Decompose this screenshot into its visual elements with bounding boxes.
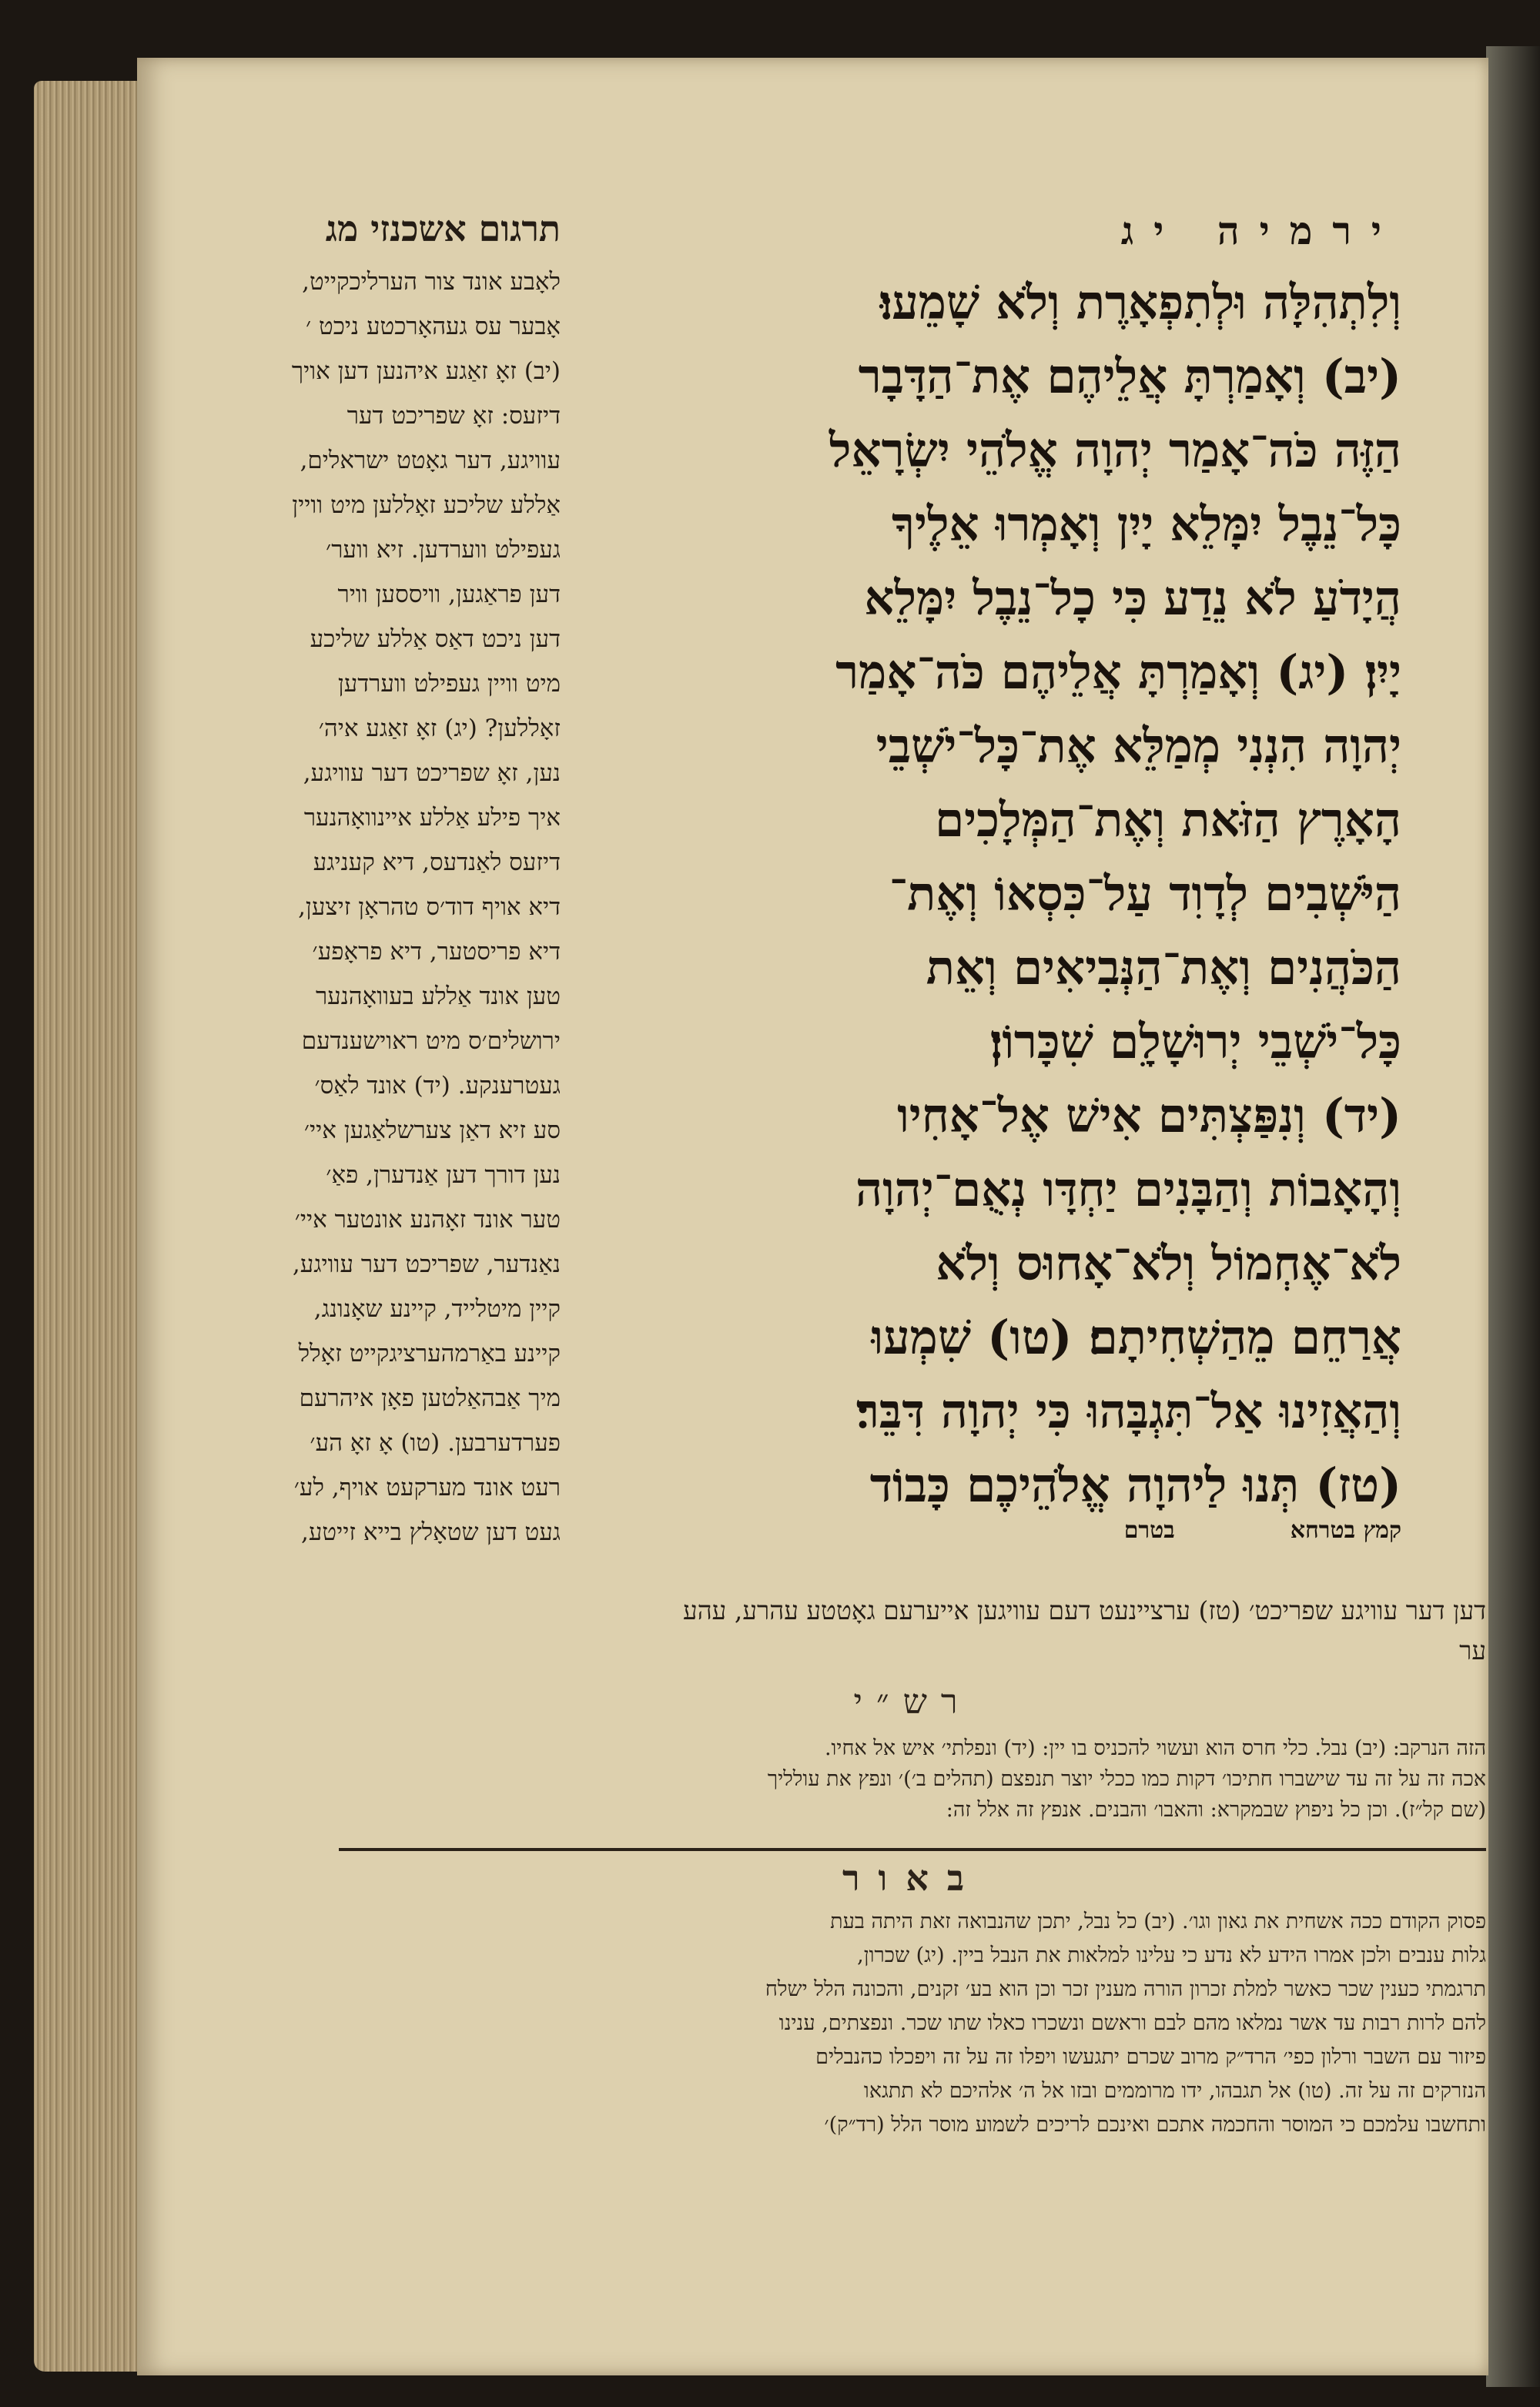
rashi-line: הזה הנרקב: (יב) נבל. כלי חרס הוא ועשוי להכניס בו יין: (יד) ונפלתי׳ איש אל אחיו. bbox=[824, 1736, 1486, 1760]
bible-line: יָיִן׃ (יג) וְאָמַרְתָּ אֲלֵיהֶם כֹּה־אָמַר bbox=[835, 645, 1401, 700]
biur-line: הנזרקים זה על זה. (טו) אל תגבהו, ידו מרוממים ובזו אל ה׳ אלהיכם לא תתגאו bbox=[863, 2079, 1486, 2103]
rashi-header: רש״י bbox=[853, 1682, 972, 1722]
biur-line: תרגמתי כענין שכר כאשר למלת זכרון הורה מענין זכר וכן הוא בע׳ זקנים, והכונה הלל ישלח bbox=[765, 1977, 1486, 2001]
targum-line: מיך אַבהאַלטען פאָן איהרעם bbox=[299, 1384, 561, 1412]
bible-line: וְהַאֲזִינוּ אַל־תִּגְבָּהוּ כִּי יְהוָה דִּבֵּר׃ bbox=[855, 1384, 1401, 1439]
biur-header: באור bbox=[842, 1857, 983, 1899]
targum-line: קיין מיטלייד, קיינע שאָנונג, bbox=[313, 1295, 561, 1323]
targum-line: דיא אויף דוד׳ס טהראָן זיצען, bbox=[298, 893, 561, 921]
bible-line: לֹא־אֶחְמוֹל וְלֹא־אָחוּס וְלֹא bbox=[936, 1237, 1401, 1291]
targum-line: טער אונד זאָהנע אונטער איי׳ bbox=[294, 1206, 561, 1234]
bible-line: הֲיָדֹעַ לֹא נֵדַע כִּי כָל־נֵבֶל יִמָּלֵא bbox=[864, 571, 1401, 626]
targum-continuation-line: ער bbox=[1459, 1635, 1486, 1665]
targum-line: געטרענקע. (יד) אונד לאַס׳ bbox=[314, 1072, 561, 1100]
book-spine-edge bbox=[1486, 46, 1540, 2387]
targum-line: נען, זאָ שפריכט דער עוויגע, bbox=[303, 759, 561, 787]
biur-line: ותחשבו עלמכם כי המוסר והחכמה אתכם ואינכם לריכים לשמוע מוסר הלל (רד״ק)׳ bbox=[824, 2113, 1486, 2137]
targum-line: (יב) זאָ זאַגע איהנען דען אויך bbox=[291, 357, 561, 385]
bible-line: כָּל־נֵבֶל יִמָּלֵא יָיִן וְאָמְרוּ אֵלֶיךָ bbox=[892, 497, 1401, 552]
targum-line: דיזעס: זאָ שפריכט דער bbox=[346, 402, 561, 430]
targum-line: עוויגע, דער גאָטט ישראלים, bbox=[300, 447, 561, 474]
rashi-line: אכה זה על זה עד שישברו חתיכו׳ דקות כמו ככלי יוצר תנפצם (תהלים ב׳)׳ ונפץ את עולליך bbox=[767, 1767, 1486, 1791]
targum-line: טען אונד אַללע בעוואָהנער bbox=[315, 983, 561, 1010]
biur-line: פיזור עם השבר ורלון כפי׳ הרד״ק מרוב שכרם יתגעשו ויפלו זה על זה ויפכלו כהנבלים bbox=[815, 2045, 1486, 2069]
bible-line: אֲרַחֵם מֵהַשְׁחִיתָם׃ (טו) שִׁמְעוּ bbox=[871, 1311, 1401, 1365]
targum-line: געפילט ווערדען. זיא ווער׳ bbox=[326, 536, 561, 564]
targum-line: לאָבע אונד צור הערליכקייט, bbox=[302, 268, 561, 296]
biur-line: גלות ענבים ולכן אמרו הידע לא נדע כי עלינו למלאות את הנבל ביין. (יג) שכרון, bbox=[857, 1943, 1486, 1967]
bible-column bbox=[739, 208, 1401, 1563]
bible-line: (יב) וְאָמַרְתָּ אֲלֵיהֶם אֶת־הַדָּבָר bbox=[858, 350, 1401, 404]
targum-line: נען דורך דען אַנדערן, פאַ׳ bbox=[326, 1161, 561, 1189]
targum-line: קיינע באַרמהערציגקייט זאָלל bbox=[298, 1340, 561, 1368]
bible-line: (טז) תְּנוּ לַיהוָה אֱלֹהֵיכֶם כָּבוֹד bbox=[869, 1458, 1401, 1513]
bible-line: וְלִתְהִלָּה וּלְתִפְאָרֶת וְלֹא שָׁמֵעוּ׃ bbox=[879, 276, 1401, 330]
targum-line: רעט אונד מערקעט אויף, לע׳ bbox=[293, 1474, 561, 1501]
section-divider bbox=[339, 1848, 1486, 1851]
bible-line: הַכֹּהֲנִים וְאֶת־הַנְּבִיאִים וְאֵת bbox=[926, 941, 1401, 996]
bible-line: (יד) וְנִפַּצְתִּים אִישׁ אֶל־אָחִיו bbox=[897, 1089, 1401, 1143]
targum-line: ירושלים׳ס מיט ראוישענדעם bbox=[301, 1027, 561, 1055]
targum-line: אָבער עס געהאָרכטע ניכט ׳ bbox=[305, 313, 561, 340]
targum-line: דען ניכט דאַס אַללע שליכע bbox=[310, 625, 561, 653]
targum-line: דיזעס לאַנדעס, דיא קעניגע bbox=[313, 849, 561, 876]
targum-line: סע זיא דאַן צערשלאַגען איי׳ bbox=[303, 1116, 561, 1144]
rashi-line: (שם קל״ז). וכן כל ניפוץ שבמקרא: והאבו׳ והבנים. אנפץ זה אלל זה: bbox=[946, 1798, 1486, 1822]
bible-line: כָּל־יֹשְׁבֵי יְרוּשָׁלָ͏ִם שִׁכָּרוֹן׃ bbox=[989, 1015, 1401, 1070]
targum-line: נאַנדער, שפריכט דער עוויגע, bbox=[292, 1250, 561, 1278]
book-page-edges bbox=[34, 81, 149, 2372]
masoretic-note bbox=[739, 1517, 1401, 1544]
bible-line: וְהָאָבוֹת וְהַבָּנִים יַחְדָּו נְאֻם־יְהוָה bbox=[855, 1163, 1401, 1217]
bible-line: יְהוָה הִנְנִי מְמַלֵּא אֶת־כָּל־יֹשְׁבֵי bbox=[875, 719, 1401, 774]
biur-line: פסוק הקודם ככה אשחית את גאון וגו׳. (יב) כל נבל, יתכן שהנבואה זאת היתה בעת bbox=[830, 1910, 1486, 1933]
targum-line: מיט וויין געפילט ווערדען bbox=[337, 670, 561, 698]
targum-column bbox=[199, 208, 561, 1591]
bible-line: הַיֹּשְׁבִים לְדָוִד עַל־כִּסְאוֹ וְאֶת־ bbox=[889, 867, 1401, 922]
bible-line: הָאָרֶץ הַזֹּאת וְאֶת־הַמְּלָכִים bbox=[935, 793, 1401, 848]
targum-line: פערדערבען. (טו) אָ זאָ הע׳ bbox=[310, 1429, 561, 1457]
targum-line: דיא פריסטער, דיא פראָפע׳ bbox=[312, 938, 561, 966]
targum-line: אַללע שליכע זאָללען מיט וויין bbox=[292, 491, 561, 519]
targum-line: איך פילע אַללע איינוואָהנער bbox=[303, 804, 561, 832]
targum-continuation-line: דען דער עוויגע שפריכט׳ (טז) ערציינעט דעם עוויגען אייערעם גאָטטע עהרע, עהע bbox=[683, 1595, 1486, 1625]
targum-line: זאָללען? (יג) זאָ זאַגע איה׳ bbox=[318, 715, 561, 742]
targum-header: תרגום אשכנזי מג bbox=[325, 208, 561, 249]
targum-line: געט דען שטאָלץ בייא זייטע, bbox=[300, 1518, 561, 1546]
masoretic-note-1: קמץ בטרחא bbox=[1290, 1517, 1401, 1544]
biur-line: להם לרות רבות עד אשר נמלאו מהם לבם וראשם ונשכרו כאלו שתו שכר. ונפצתים, ענינו bbox=[778, 2011, 1486, 2035]
targum-line: דען פראַגען, וויססען וויר bbox=[337, 581, 561, 608]
bible-header: ירמיה יג bbox=[1120, 208, 1401, 253]
bible-line: הַזֶּה כֹּה־אָמַר יְהוָה אֱלֹהֵי יִשְׂרָאֵל bbox=[829, 423, 1401, 478]
masoretic-note-2: בטרם bbox=[1123, 1517, 1175, 1544]
